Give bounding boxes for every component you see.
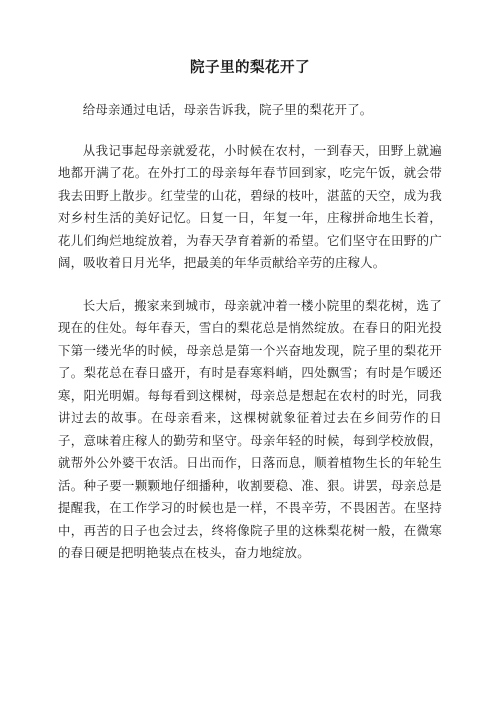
document-title: 院子里的梨花开了 — [190, 59, 310, 76]
paragraph-3: 长大后，搬家来到城市，母亲就冲着一楼小院里的梨花树，选了现在的住处。每年春天，雪白的梨花总是悄然绽放。在春日的阳光投下第一缕光华的时候，母亲总是第一个兴奋地发现，院子里的梨花开了。梨花总在春日盛开，有时是春寒料峭，四处飘雪；有时是乍暖还寒，阳光明媚。每每看到这棵树，母亲总是想起在农村的时光，同我讲过去的故事。在母亲看来，这棵树就象征着过去在乡间劳作的日子，意味着庄稼人的勤劳和坚守。母亲年轻的时候，每到学校放假，就帮外公外婆干农活。日出而作，日落而息，顺着植物生长的年轮生活。种子要一颗颗地仔细播种，收割要稳、准、狠。讲罢，母亲总是提醒我，在工作学习的时候也是一样，不畏辛劳，不畏困苦。在坚持中，再苦的日子也会过去，终将像院子里的这株梨花树一般，在微寒的春日硬是把明艳装点在枝头，奋力地绽放。 — [58, 297, 442, 560]
paragraph-2: 从我记事起母亲就爱花，小时候在农村，一到春天，田野上就遍地都开满了花。在外打工的母亲每年春节回到家，吃完午饭，就会带我去田野上散步。红莹莹的山花，碧绿的枝叶，湛蓝的天空，成为我对乡村生活的美好记忆。日复一日，年复一年，庄稼拼命地生长着，花儿们绚烂地绽放着，为春天孕育着新的希望。它们坚守在田野的广阔，吸收着日月光华，把最美的年华贡献给辛劳的庄稼人。 — [58, 142, 442, 270]
paragraph-1: 给母亲通过电话，母亲告诉我，院子里的梨花开了。 — [82, 102, 373, 117]
